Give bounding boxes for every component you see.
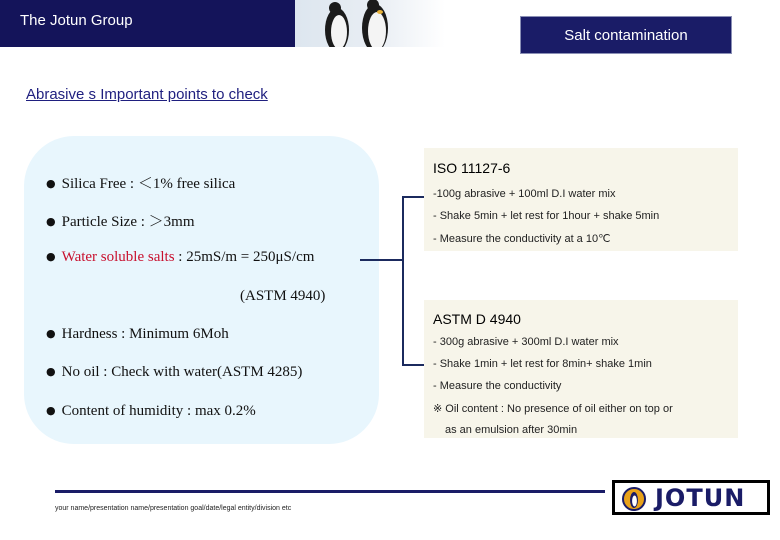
criterion-oil bbox=[46, 364, 302, 381]
criterion-hardness-text: Hardness : Minimum 6Moh bbox=[61, 326, 229, 342]
jotun-logo bbox=[612, 480, 770, 515]
iso-step: -100g abrasive + 100ml D.I water mix bbox=[433, 188, 616, 200]
astm-step: ※ Oil content : No presence of oil either on top or bbox=[433, 403, 673, 415]
connector-line bbox=[402, 196, 404, 366]
connector-line bbox=[402, 364, 426, 366]
bullet-icon: ● bbox=[46, 177, 56, 190]
astm-panel-title: ASTM D 4940 bbox=[433, 311, 521, 327]
criterion-hardness bbox=[46, 326, 229, 343]
bullet-icon: ● bbox=[46, 250, 56, 263]
jotun-logo-icon bbox=[619, 486, 649, 512]
criterion-particle bbox=[46, 210, 195, 231]
criterion-salts-value: : 25mS/m = 250μS/cm bbox=[174, 249, 315, 265]
astm-step: - Measure the conductivity bbox=[433, 380, 562, 392]
connector-line bbox=[402, 196, 426, 198]
criterion-silica bbox=[46, 172, 235, 193]
footer-text: your name/presentation name/presentation goal/date/legal entity/division etc bbox=[55, 505, 292, 512]
criterion-humidity-text: Content of humidity : max 0.2% bbox=[61, 403, 256, 419]
bullet-icon: ● bbox=[46, 215, 56, 228]
criterion-oil-text: No oil : Check with water(ASTM 4285) bbox=[61, 364, 303, 380]
connector-line bbox=[360, 259, 403, 261]
criterion-silica-text: Silica Free : ＜1% free silica bbox=[61, 176, 236, 192]
criterion-particle-text: Particle Size : ＞3mm bbox=[61, 214, 195, 230]
criterion-salts bbox=[46, 249, 314, 266]
penguin-icon bbox=[295, 0, 445, 47]
astm-step: - Shake 1min + let rest for 8min+ shake 1min bbox=[433, 358, 652, 370]
penguin-photo bbox=[295, 0, 445, 47]
criterion-salts-label: Water soluble salts bbox=[61, 249, 175, 265]
iso-panel-title: ISO 11127-6 bbox=[433, 160, 511, 176]
header-band bbox=[0, 0, 295, 47]
astm-step: as an emulsion after 30min bbox=[445, 424, 578, 436]
footer-rule bbox=[55, 490, 605, 493]
criterion-salts-ref: (ASTM 4940) bbox=[240, 288, 326, 304]
iso-step: - Measure the conductivity at a 10℃ bbox=[433, 233, 611, 245]
jotun-logo-text: JOTUN bbox=[655, 484, 746, 512]
astm-step: - 300g abrasive + 300ml D.I water mix bbox=[433, 336, 619, 348]
page-subtitle: Abrasive s Important points to check bbox=[26, 86, 268, 103]
header-title: The Jotun Group bbox=[20, 12, 133, 29]
section-badge: Salt contamination bbox=[520, 16, 732, 54]
bullet-icon: ● bbox=[46, 327, 56, 340]
criterion-humidity bbox=[46, 403, 256, 420]
bullet-icon: ● bbox=[46, 404, 56, 417]
iso-step: - Shake 5min + let rest for 1hour + shake 5min bbox=[433, 210, 660, 222]
bullet-icon: ● bbox=[46, 365, 56, 378]
